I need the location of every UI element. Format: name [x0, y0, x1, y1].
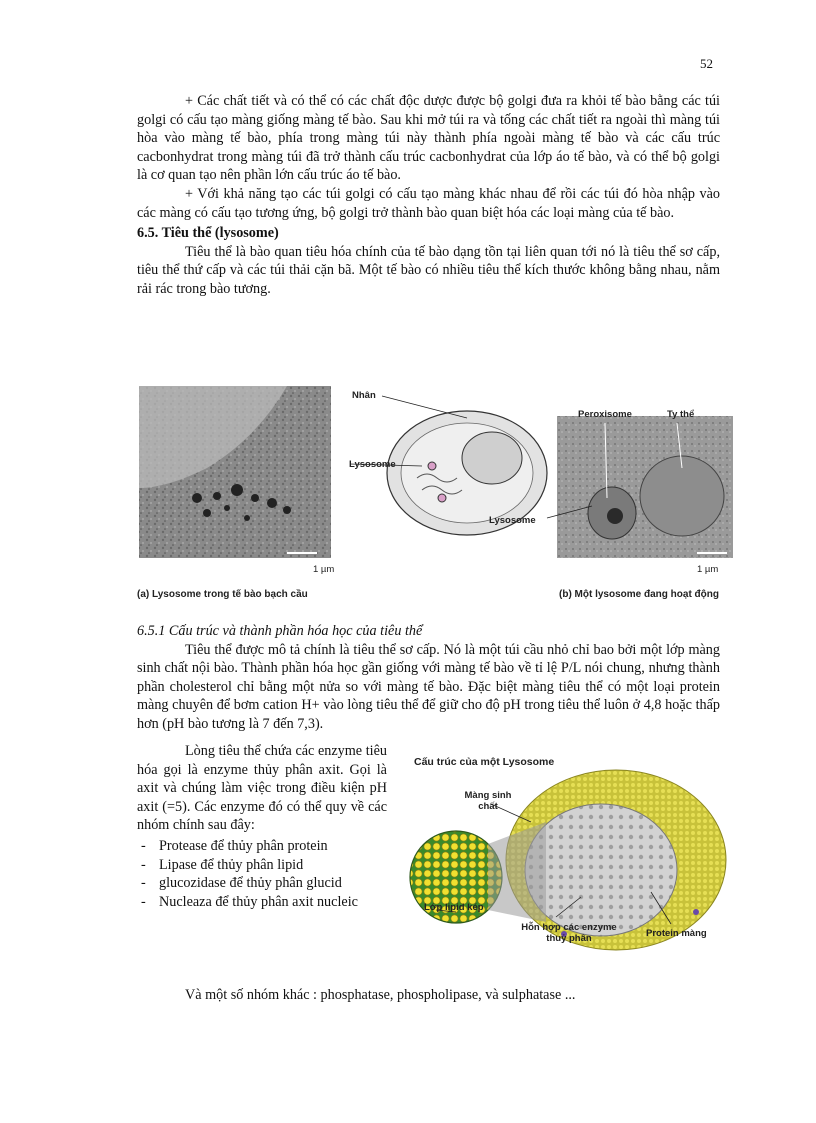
scale-bar-a: 1 µm	[313, 564, 335, 575]
label-lysosome-b: Lysosome	[489, 515, 536, 526]
paragraph-lysosome-intro: Tiêu thể là bào quan tiêu hóa chính của tế bào dạng tồn tại liên quan tới nó là tiêu thể sơ cấp, tiêu thể thứ cấp và các túi thải cặn bã. Một tế bào có nhiều tiêu thể kích thước không bằng nhau, nằm rải rác trong bào tương.	[137, 243, 720, 297]
page-number: 52	[700, 56, 713, 71]
figure-lysosome-art	[137, 378, 737, 608]
paragraph-golgi-membranes: + Với khả năng tạo các túi golgi có cấu tạo màng khác nhau để rồi các túi đó hòa nhập vào các màng có cấu tạo tương ứng, bộ golgi trở thành bào quan biệt hóa các loại màng của tế bào.	[137, 185, 720, 221]
caption-b: (b) Một lysosome đang hoạt động	[559, 589, 719, 600]
list-item: - Protease để thủy phân protein	[137, 837, 387, 856]
paragraph-structure: Tiêu thể được mô tả chính là tiêu thể sơ cấp. Nó là một túi cầu nhỏ chỉ bao bởi một lớp màng sinh chất nội bào. Thành phần hóa học gần giống với màng tế bào về tỉ lệ P/L nói chung, nhưng thành phần cholesterol chỉ bằng một nửa so với màng tế bào. Đặc biệt màng tiêu thể có một loại protein màng chuyên để bơm cation H+ vào lòng tiêu thể để giữ cho độ pH trong tiêu thể luôn ở 4,8 hoặc thấp hơn (pH bào tương là 7 đến 7,3).	[137, 641, 720, 732]
list-item: - Lipase để thủy phân lipid	[137, 856, 387, 875]
caption-a: (a) Lysosome trong tế bào bạch cầu	[137, 589, 308, 600]
heading-lysosome: 6.5. Tiêu thể (lysosome)	[137, 225, 279, 242]
figure-lysosome-structure	[396, 752, 736, 952]
paragraph-golgi-secretion: + Các chất tiết và có thể có các chất độc dược được bộ golgi đưa ra khỏi tế bào bằng các túi golgi có cấu tạo màng giống màng tế bào. Sau khi mở túi ra và tống các chất tiết ra ngoài thì màng túi hòa vào màng tế bào, phía trong màng túi này thành phía ngoài màng tế bào và các cấu trúc cacbonhydrat trong màng túi đã trở thành cấu trúc cacbonhydrat của lớp áo tế bào, và có thể bộ golgi là cơ quan tạo nên phần lớn cấu trúc áo tế bào.	[137, 93, 720, 184]
figure-lysosome-micrographs	[137, 378, 737, 608]
heading-structure: 6.5.1 Cấu trúc và thành phần hóa học của tiêu thể	[137, 623, 423, 639]
paragraph-enzymes: Lòng tiêu thể chứa các enzyme tiêu hóa gọi là enzyme thủy phân axit. Gọi là axit và chúng làm việc trong điều kiện pH axit (=5). Các enzyme đó có thể quy về các nhóm chính sau đây:	[137, 743, 387, 834]
label-plasma-membrane: Màng sinh chất	[464, 790, 512, 812]
label-nucleus: Nhân	[352, 390, 376, 401]
structure-section	[137, 622, 720, 734]
label-mitochondrion: Ty thể	[667, 409, 695, 420]
label-hydrolase-mix: Hỗn hợp các enzyme thuỷ phân	[521, 922, 617, 944]
paragraph-other-groups: Và một số nhóm khác : phosphatase, phospholipase, và sulphatase ...	[185, 987, 576, 1003]
list-item: - glucozidase để thủy phân glucid	[137, 874, 387, 893]
intro-section	[137, 92, 720, 299]
scale-bar-b: 1 µm	[697, 564, 719, 575]
list-item: - Nucleaza để thủy phân axit nucleic	[137, 893, 387, 912]
figure-structure-title: Cấu trúc của một Lysosome	[414, 756, 555, 768]
label-membrane-protein: Protein màng	[646, 928, 707, 939]
label-lipid-bilayer: Lớp lipid kép	[424, 902, 484, 913]
label-peroxisome: Peroxisome	[578, 409, 632, 420]
enzyme-list	[137, 837, 387, 911]
label-lysosome-a: Lysosome	[349, 459, 396, 470]
enzyme-section	[137, 742, 387, 911]
